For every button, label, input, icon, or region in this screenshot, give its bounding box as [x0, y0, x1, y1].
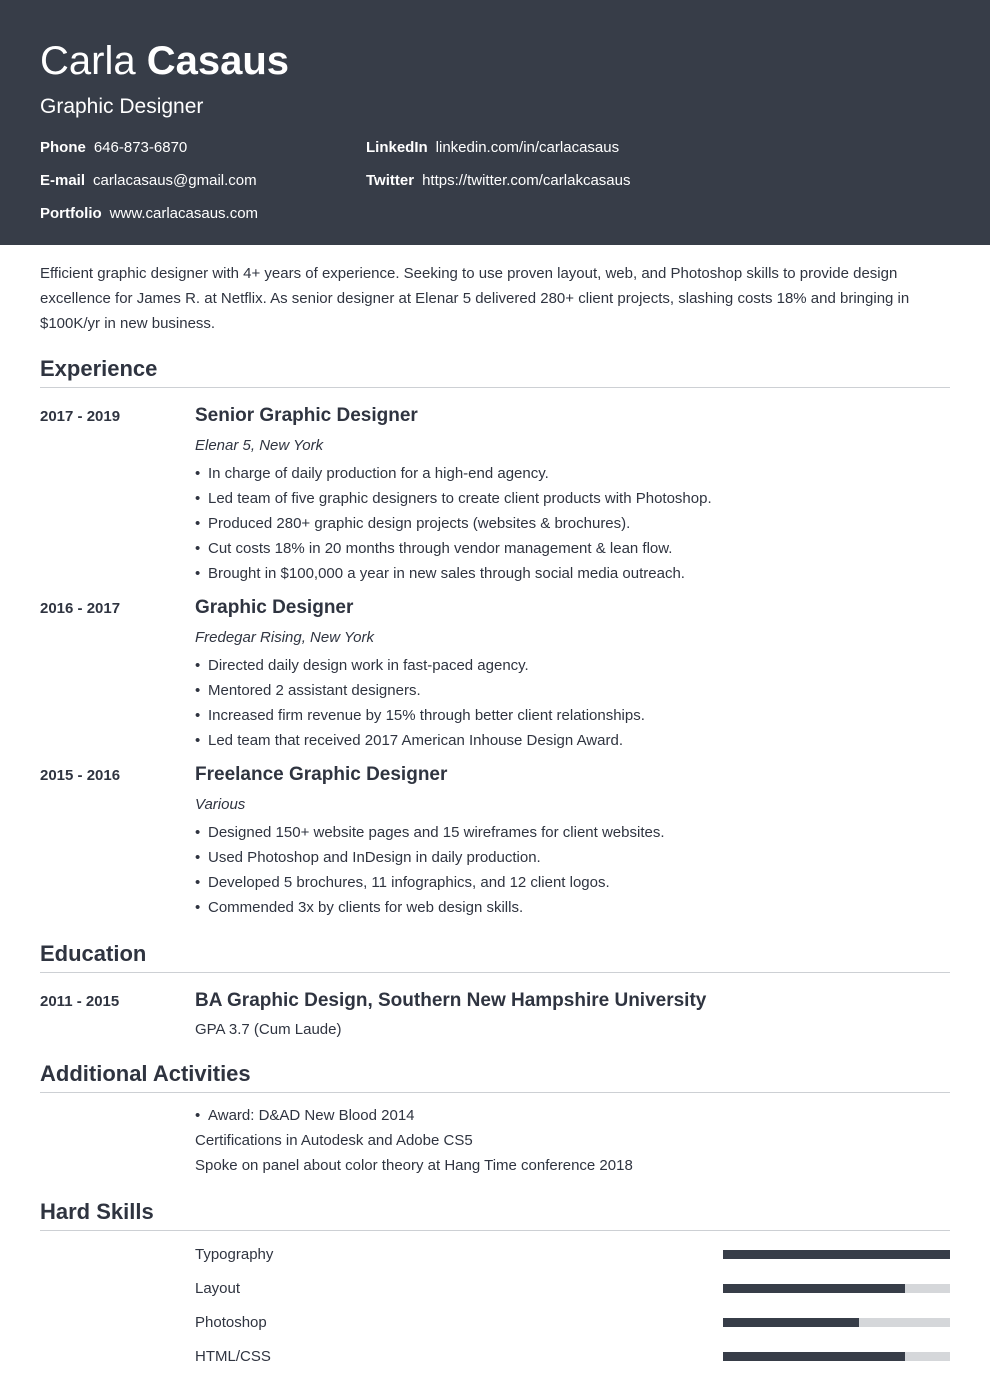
job-bullet: • Cut costs 18% in 20 months through vendor management & lean flow. — [195, 536, 950, 561]
contact-twitter — [366, 172, 630, 189]
resume-header — [0, 0, 990, 245]
first-name: Carla — [40, 39, 136, 83]
activities-entry — [40, 1103, 950, 1178]
job-bullet: • Directed daily design work in fast-paced agency. — [195, 653, 950, 678]
job-bullet: • Mentored 2 assistant designers. — [195, 678, 950, 703]
skill-row — [195, 1339, 950, 1373]
contact-label: Twitter — [366, 172, 415, 189]
skill-level-fill — [723, 1318, 859, 1327]
job-dates: 2016 - 2017 — [40, 600, 121, 617]
job-dates: 2015 - 2016 — [40, 767, 121, 784]
job-bullet: • Led team of five graphic designers to create client products with Photoshop. — [195, 486, 950, 511]
job-bullets — [195, 461, 950, 586]
job-bullet: • Produced 280+ graphic design projects (websites & brochures). — [195, 511, 950, 536]
contact-portfolio — [40, 205, 258, 222]
activities-bullets — [195, 1103, 950, 1128]
candidate-name — [40, 38, 950, 84]
job-bullet: • Increased firm revenue by 15% through better client relationships. — [195, 703, 950, 728]
skill-row — [195, 1305, 950, 1339]
job-dates: 2017 - 2019 — [40, 408, 121, 425]
contact-label: Portfolio — [40, 205, 102, 222]
summary-paragraph: Efficient graphic designer with 4+ years of experience. Seeking to use proven layout, web, and Photoshop skills to provide design excellence for James R. at Netflix. As senior designer at Elenar 5 delivered 280+ client projects, slashing costs 18% and bringing in $100K/yr in new business. — [40, 265, 910, 332]
activity-line: Certifications in Autodesk and Adobe CS5 — [195, 1132, 473, 1149]
skill-level-fill — [723, 1250, 950, 1259]
skills-heading: Hard Skills — [40, 1199, 950, 1231]
skill-level-fill — [723, 1284, 905, 1293]
skill-level-fill — [723, 1352, 905, 1361]
skill-level-bar — [723, 1250, 950, 1259]
skill-row — [195, 1271, 950, 1305]
job-company: Various — [195, 796, 246, 813]
job-bullets — [195, 820, 950, 920]
skill-name: HTML/CSS — [195, 1347, 271, 1365]
last-name: Casaus — [146, 39, 290, 83]
contact-value[interactable]: www.carlacasaus.com — [109, 205, 259, 222]
job-bullet: • Designed 150+ website pages and 15 wireframes for client websites. — [195, 820, 950, 845]
activity-line: Spoke on panel about color theory at Hang Time conference 2018 — [195, 1157, 633, 1174]
job-bullet: • Commended 3x by clients for web design skills. — [195, 895, 950, 920]
activity-bullet: • Award: D&AD New Blood 2014 — [195, 1103, 950, 1128]
job-company: Fredegar Rising, New York — [195, 629, 374, 646]
skill-level-bar — [723, 1318, 950, 1327]
education-heading: Education — [40, 941, 950, 973]
education-entry — [40, 989, 950, 1042]
skill-name: Photoshop — [195, 1313, 267, 1331]
education-dates: 2011 - 2015 — [40, 993, 120, 1010]
job-title-heading: Graphic Designer — [195, 597, 354, 618]
job-bullet: • Used Photoshop and InDesign in daily production. — [195, 845, 950, 870]
job-bullet: • Led team that received 2017 American Inhouse Design Award. — [195, 728, 950, 753]
education-degree: BA Graphic Design, Southern New Hampshire University — [195, 990, 707, 1011]
contact-label: Phone — [40, 139, 86, 156]
contact-email — [40, 172, 257, 189]
job-company: Elenar 5, New York — [195, 437, 324, 454]
contact-phone — [40, 139, 187, 156]
job-entry — [40, 404, 950, 586]
activities-heading: Additional Activities — [40, 1061, 950, 1093]
job-title-heading: Senior Graphic Designer — [195, 405, 418, 426]
skill-name: Layout — [195, 1279, 241, 1297]
contact-linkedin — [366, 139, 619, 156]
skill-name: Typography — [195, 1245, 274, 1263]
experience-heading: Experience — [40, 356, 950, 388]
contact-value[interactable]: carlacasaus@gmail.com — [93, 172, 257, 189]
contact-value[interactable]: https://twitter.com/carlakcasaus — [422, 172, 631, 189]
skills-list — [195, 1237, 950, 1373]
job-title-heading: Freelance Graphic Designer — [195, 764, 448, 785]
job-title: Graphic Designer — [40, 95, 204, 118]
skill-row — [195, 1237, 950, 1271]
job-entry — [40, 763, 950, 920]
contact-value[interactable]: 646-873-6870 — [93, 139, 188, 156]
skill-level-bar — [723, 1352, 950, 1361]
education-detail: GPA 3.7 (Cum Laude) — [195, 1021, 342, 1038]
contact-label: LinkedIn — [366, 139, 428, 156]
job-bullets — [195, 653, 950, 753]
job-entry — [40, 596, 950, 753]
contact-label: E-mail — [40, 172, 86, 189]
contact-value[interactable]: linkedin.com/in/carlacasaus — [435, 139, 620, 156]
job-bullet: • Developed 5 brochures, 11 infographics, and 12 client logos. — [195, 870, 950, 895]
job-bullet: • Brought in $100,000 a year in new sales through social media outreach. — [195, 561, 950, 586]
skill-level-bar — [723, 1284, 950, 1293]
job-bullet: • In charge of daily production for a high-end agency. — [195, 461, 950, 486]
